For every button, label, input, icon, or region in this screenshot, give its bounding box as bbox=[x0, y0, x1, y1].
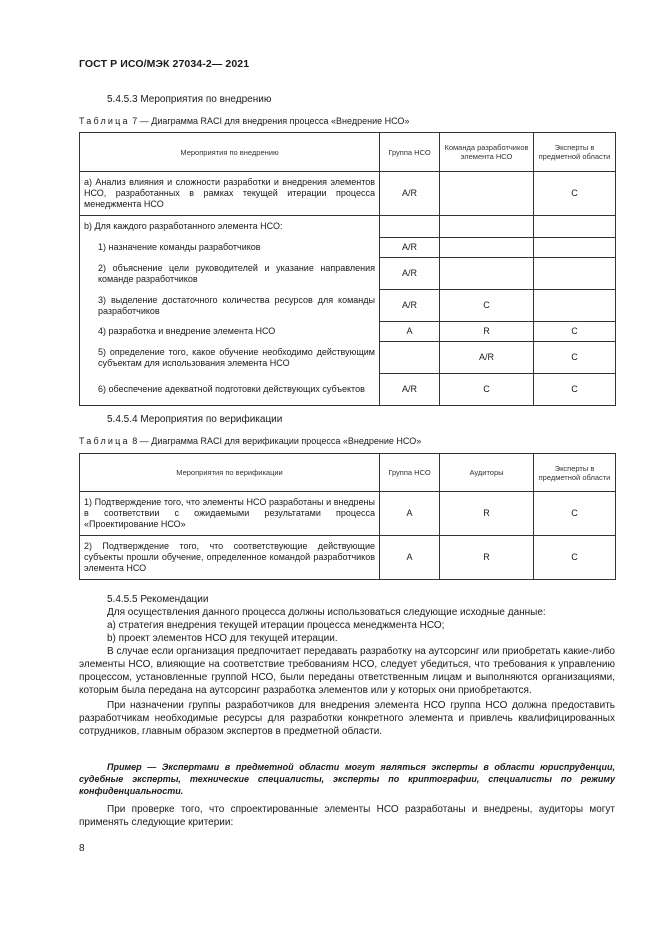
paragraph-team-assignment: При назначении группы разработчиков для внедрения элемента НСО группа НСО должна предоставить разработчикам необходимые ресурсы для разработки конкретного элемента и привлечь квалифицированных сотрудников, главным образом экспертов в предметной области. bbox=[79, 700, 615, 737]
paragraph-verification-criteria: При проверке того, что спроектированные элементы НСО разработаны и внедрены, аудиторы могут применять следующие критерии: bbox=[79, 804, 615, 828]
table-8-caption-word: Таблица bbox=[79, 436, 130, 446]
section-5-4-5-5-body bbox=[79, 606, 615, 738]
verification-criteria-intro bbox=[79, 803, 615, 829]
table-cell-activity: 1) Подтверждение того, что элементы НСО разработаны и внедрены в соответствии с ожидаемыми результатами процесса «Проектирование НСО» bbox=[80, 492, 380, 536]
table-cell-team bbox=[440, 216, 534, 238]
table-cell-group: A bbox=[380, 492, 440, 536]
inputs-intro: Для осуществления данного процесса должны использоваться следующие исходные данные: bbox=[107, 607, 546, 618]
table-row bbox=[80, 342, 616, 374]
table-row bbox=[80, 172, 616, 216]
table-cell-activity: 6) обеспечение адекватной подготовки действующих субъектов bbox=[98, 383, 365, 394]
table-cell-experts bbox=[534, 238, 616, 258]
table-7-header-row bbox=[80, 133, 616, 172]
section-5-4-5-4-heading: 5.4.5.4 Мероприятия по верификации bbox=[107, 414, 283, 425]
table-cell-team bbox=[440, 238, 534, 258]
table-cell-group bbox=[380, 216, 440, 238]
paragraph-outsourcing: В случае если организация предпочитает передавать разработку на аутсорсинг или приобретать какие-либо элементы НСО, влияющие на соответствие требованиям НСО, следует убедиться, что требования к управлению процессом, установленные группой НСО, были переданы ответственным лицам и выполняются организациями, которым была передана на аутсорсинг разработка элементов или у которых они приобретаются. bbox=[79, 646, 615, 696]
section-5-4-5-3-heading: 5.4.5.3 Мероприятия по внедрению bbox=[107, 94, 272, 105]
table-row bbox=[80, 536, 616, 580]
table-row bbox=[80, 374, 616, 406]
table-cell-group: A bbox=[380, 322, 440, 342]
table-7-caption bbox=[79, 116, 409, 126]
section-5-4-5-5-heading: 5.4.5.5 Рекомендации bbox=[107, 594, 209, 605]
table-row bbox=[80, 258, 616, 290]
table-8-header-group: Группа НСО bbox=[380, 454, 440, 492]
table-8-header-activity: Мероприятия по верификации bbox=[80, 454, 380, 492]
table-row bbox=[80, 322, 616, 342]
table-cell-experts bbox=[534, 216, 616, 238]
input-item-b: b) проект элементов НСО для текущей итерации. bbox=[107, 633, 338, 644]
table-cell-team: C bbox=[440, 374, 534, 406]
table-8-caption-text: 8 — Диаграмма RACI для верификации процесса «Внедрение НСО» bbox=[132, 436, 422, 446]
table-cell-team: R bbox=[440, 322, 534, 342]
table-cell-activity: 1) назначение команды разработчиков bbox=[98, 242, 261, 252]
table-cell-activity: 2) объяснение цели руководителей и указание направления команде разработчиков bbox=[98, 262, 375, 284]
table-cell-team bbox=[440, 172, 534, 216]
table-cell-auditors: R bbox=[440, 492, 534, 536]
table-cell-team: C bbox=[440, 290, 534, 322]
table-7-caption-word: Таблица bbox=[79, 116, 130, 126]
table-cell-activity: 3) выделение достаточного количества ресурсов для команды разработчиков bbox=[98, 294, 375, 316]
table-row bbox=[80, 216, 616, 238]
table-cell-group: A/R bbox=[380, 290, 440, 322]
table-cell-experts: C bbox=[534, 492, 616, 536]
table-cell-group: A/R bbox=[380, 238, 440, 258]
table-8-caption bbox=[79, 436, 421, 446]
table-cell-experts: C bbox=[534, 342, 616, 374]
table-cell-group: A/R bbox=[380, 258, 440, 290]
table-cell-team: A/R bbox=[440, 342, 534, 374]
table-cell-experts: C bbox=[534, 322, 616, 342]
table-cell-experts: C bbox=[534, 536, 616, 580]
table-cell-experts bbox=[534, 290, 616, 322]
table-cell-activity: 4) разработка и внедрение элемента НСО bbox=[98, 326, 276, 336]
table-row bbox=[80, 492, 616, 536]
table-cell-group: A bbox=[380, 536, 440, 580]
table-7-caption-text: 7 — Диаграмма RACI для внедрения процесса «Внедрение НСО» bbox=[132, 116, 410, 126]
page-number: 8 bbox=[79, 843, 85, 854]
example-note bbox=[79, 761, 615, 797]
table-7-header-activity: Мероприятия по внедрению bbox=[80, 133, 380, 172]
table-8-header-experts: Эксперты в предметной области bbox=[534, 454, 616, 492]
table-cell-experts: C bbox=[534, 172, 616, 216]
table-cell-group: A/R bbox=[380, 374, 440, 406]
table-7-header-group: Группа НСО bbox=[380, 133, 440, 172]
table-cell-activity: 2) Подтверждение того, что соответствующие действующие субъекты прошли обучение, определенное командой разработчиков элемента НСО bbox=[80, 536, 380, 580]
table-cell-activity: 5) определение того, какое обучение необходимо действующим субъектам для использования элемента НСО bbox=[98, 346, 375, 368]
table-row bbox=[80, 238, 616, 258]
table-cell-activity: b) Для каждого разработанного элемента НСО: bbox=[80, 216, 380, 238]
table-8-header-auditors: Аудиторы bbox=[440, 454, 534, 492]
table-cell-team bbox=[440, 258, 534, 290]
table-row bbox=[80, 290, 616, 322]
table-cell-group bbox=[380, 342, 440, 374]
table-cell-experts bbox=[534, 258, 616, 290]
table-cell-experts: C bbox=[534, 374, 616, 406]
table-7-raci bbox=[79, 132, 616, 406]
input-item-a: a) стратегия внедрения текущей итерации процесса менеджмента НСО; bbox=[107, 620, 445, 631]
table-cell-auditors: R bbox=[440, 536, 534, 580]
table-7-header-team: Команда разработчиков элемента НСО bbox=[440, 133, 534, 172]
document-header: ГОСТ Р ИСО/МЭК 27034-2— 2021 bbox=[79, 58, 250, 70]
table-7-header-experts: Эксперты в предметной области bbox=[534, 133, 616, 172]
example-note-text: Пример — Экспертами в предметной области могут являться эксперты в области юриспруденции, судебные эксперты, технические специалисты, эксперты по криптографии, специалисты по режиму конфиденциальности. bbox=[79, 762, 615, 796]
table-8-raci bbox=[79, 453, 616, 580]
table-cell-group: A/R bbox=[380, 172, 440, 216]
table-8-header-row bbox=[80, 454, 616, 492]
table-cell-activity: a) Анализ влияния и сложности разработки и внедрения элементов НСО, разработанных в рамках текущей итерации процесса менеджмента НСО bbox=[80, 172, 380, 216]
